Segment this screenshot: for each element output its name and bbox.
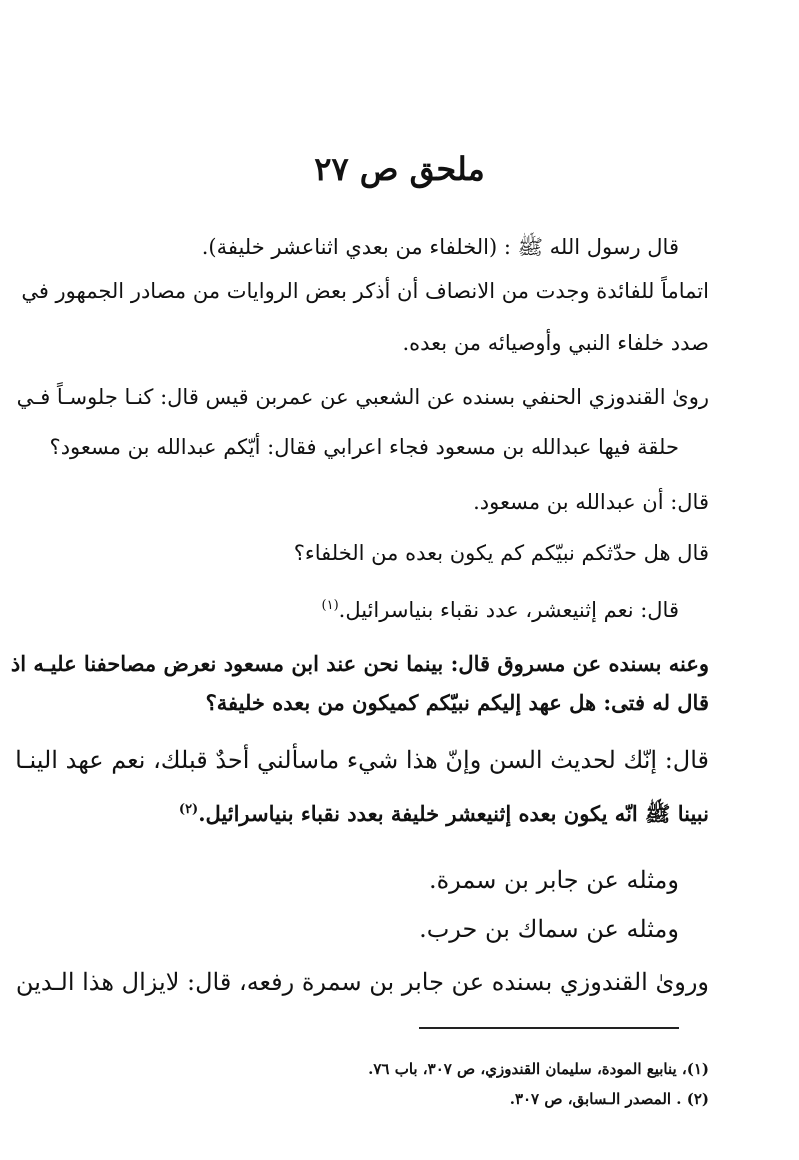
text-line: ومثله عن جابر بن سمرة. xyxy=(428,866,679,894)
text-line: قال رسول الله ﷺ : (الخلفاء من بعدي اثناعشر خليفة). xyxy=(201,235,679,259)
text-line: ورویٰ القندوزي بسنده عن جابر بن سمرة رفعه، قال: لايزال هذا الـدين xyxy=(15,968,709,996)
text-line: قال: إنّك لحديث السن وإنّ هذا شيء ماسألني أحدٌ قبلك، نعم عهد الينـا xyxy=(15,746,709,774)
footnote-separator xyxy=(419,1027,679,1029)
text-line: حلقة فيها عبدالله بن مسعود فجاء اعرابي فقال: أيّكم عبدالله بن مسعود؟ xyxy=(49,435,679,459)
text-line: قال له فتى: هل عهد إليكم نبيّكم كميكون من بعده خليفة؟ xyxy=(205,690,709,715)
text-line: صدد خلفاء النبي وأوصيائه من بعده. xyxy=(402,331,709,355)
text-line xyxy=(80,795,709,829)
footnote: (١)، ينابيع المودة، سليمان القندوزي، ص ٣٠٧، باب ٧٦. xyxy=(368,1060,709,1078)
text-line xyxy=(80,591,679,625)
text-span: نبينا ﷺ انّه يكون بعده إثنيعشر خليفة بعدد نقباء بنياسرائيل. xyxy=(198,801,709,826)
text-line: قال هل حدّثكم نبيّكم كم يكون بعده من الخلفاء؟ xyxy=(293,541,709,565)
text-line: اتماماً للفائدة وجدت من الانصاف أن أذكر بعض الروايات من مصادر الجمهور في xyxy=(21,279,709,303)
footnote: (٢) . المصدر الـسابق، ص ٣٠٧. xyxy=(509,1090,709,1108)
footnote-ref: (١) xyxy=(321,598,339,613)
text-line: ومثله عن سماك بن حرب. xyxy=(419,915,679,943)
footnote-ref: (٢) xyxy=(178,802,199,817)
text-line: وعنه بسنده عن مسروق قال: بينما نحن عند ابن مسعود نعرض مصاحفنا عليـه اذ xyxy=(10,651,709,676)
text-span: قال: نعم إثنیعشر، عدد نقباء بنياسرائيل. xyxy=(338,598,679,622)
text-line: رویٰ القندوزي الحنفي بسنده عن الشعبي عن عمربن قیس قال: كنـا جلوسـاً فـي xyxy=(16,385,709,409)
page-title: ملحق ص ٢٧ xyxy=(314,150,485,188)
text-line: قال: أن عبدالله بن مسعود. xyxy=(473,490,709,514)
